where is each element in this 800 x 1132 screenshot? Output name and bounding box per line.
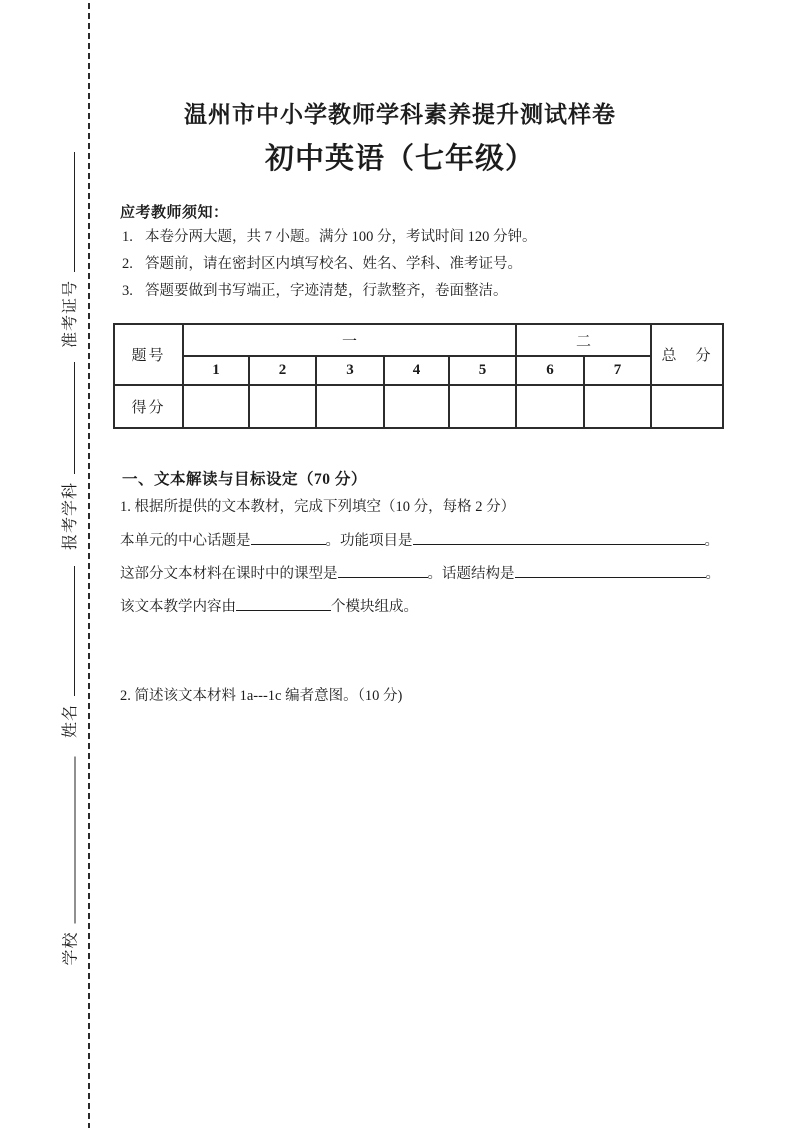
header bbox=[0, 98, 800, 182]
fill-line-3 bbox=[120, 595, 721, 617]
fill-line-2-end: 。 bbox=[705, 566, 720, 582]
seal-label-name-text: 姓名 bbox=[62, 703, 79, 738]
notice-item bbox=[122, 228, 722, 246]
score-cell bbox=[183, 385, 249, 428]
table-total-label: 总 分 bbox=[651, 324, 723, 385]
notice-list bbox=[122, 228, 722, 309]
question-1: 1. 根据所提供的文本教材，完成下列填空（10 分，每格 2 分） bbox=[120, 499, 516, 515]
table-corner-label: 题号 bbox=[114, 324, 183, 385]
fill-blank bbox=[236, 595, 331, 611]
table-group-one: 一 bbox=[183, 324, 516, 356]
notice-item bbox=[122, 255, 722, 273]
fill-blank bbox=[515, 562, 706, 578]
score-cell bbox=[584, 385, 651, 428]
notice-item bbox=[122, 282, 722, 300]
fill-line-2 bbox=[120, 562, 721, 584]
fill-line-1 bbox=[120, 529, 721, 551]
question-2: 2. 简述该文本材料 1a---1c 编者意图。（10 分) bbox=[120, 688, 403, 704]
fill-blank bbox=[413, 529, 705, 545]
fill-line-1-end: 。 bbox=[704, 533, 719, 549]
table-question-number: 2 bbox=[249, 356, 316, 385]
table-score-row-label: 得分 bbox=[114, 385, 183, 428]
fill-blank bbox=[338, 562, 428, 578]
table-question-number: 1 bbox=[183, 356, 249, 385]
fill-line-1-mid: 。功能项目是 bbox=[325, 533, 413, 549]
seal-label-admission-no-text: 准考证号 bbox=[62, 279, 79, 348]
doc-subtitle: 初中英语（七年级） bbox=[264, 143, 535, 175]
section-one-heading: 一、文本解读与目标设定（70 分） bbox=[122, 471, 367, 488]
score-cell bbox=[316, 385, 384, 428]
fill-blank bbox=[251, 529, 326, 545]
table-question-number: 5 bbox=[449, 356, 516, 385]
doc-title: 温州市中小学教师学科素养提升测试样卷 bbox=[184, 102, 616, 127]
notice-item-text: 答题要做到书写端正，字迹清楚，行款整齐，卷面整洁。 bbox=[145, 283, 508, 299]
seal-blank-name bbox=[59, 566, 75, 696]
notice-item-number: 2. bbox=[122, 256, 133, 272]
seal-label-school-text: 学校 bbox=[62, 931, 80, 966]
seal-blank-subject bbox=[59, 362, 75, 474]
seal-blank-school bbox=[60, 756, 76, 923]
table-question-number: 7 bbox=[584, 356, 651, 385]
fill-line-2-pre: 这部分文本材料在课时中的课型是 bbox=[120, 566, 338, 582]
table-question-number: 4 bbox=[384, 356, 449, 385]
score-cell bbox=[249, 385, 316, 428]
fill-line-3-post: 个模块组成。 bbox=[331, 599, 418, 615]
notice-heading: 应考教师须知： bbox=[120, 205, 229, 221]
notice-item-number: 3. bbox=[122, 283, 133, 299]
seal-label-name bbox=[59, 564, 81, 738]
fill-line-1-pre: 本单元的中心话题是 bbox=[120, 533, 251, 549]
score-cell-total bbox=[651, 385, 723, 428]
table-question-number: 6 bbox=[516, 356, 584, 385]
notice-item-number: 1. bbox=[122, 229, 133, 245]
seal-label-subject-text: 报考学科 bbox=[62, 481, 79, 550]
seal-label-subject bbox=[59, 358, 81, 550]
score-cell bbox=[384, 385, 449, 428]
notice-item-text: 答题前，请在密封区内填写校名、姓名、学科、准考证号。 bbox=[145, 256, 522, 272]
table-question-number: 3 bbox=[316, 356, 384, 385]
fill-line-3-pre: 该文本教学内容由 bbox=[120, 599, 236, 615]
notice-item-text: 本卷分两大题，共 7 小题。满分 100 分，考试时间 120 分钟。 bbox=[145, 229, 537, 245]
table-group-two: 二 bbox=[516, 324, 651, 356]
seal-label-school bbox=[60, 755, 82, 966]
fill-line-2-mid: 。话题结构是 bbox=[427, 566, 515, 582]
score-table bbox=[113, 323, 724, 429]
score-cell bbox=[516, 385, 584, 428]
score-cell bbox=[449, 385, 516, 428]
